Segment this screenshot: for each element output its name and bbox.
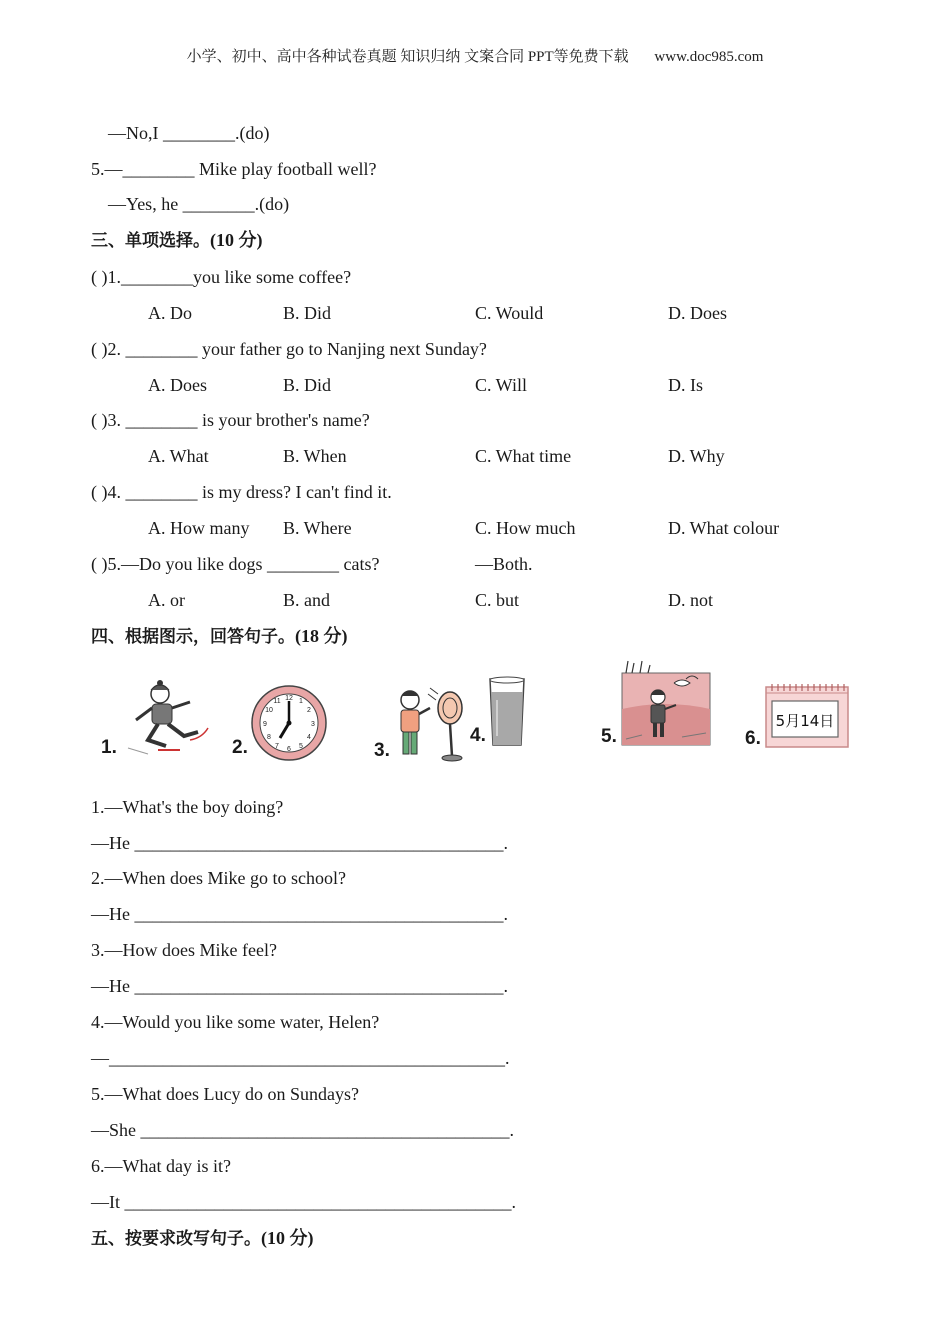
hot-boy-fan-icon <box>392 684 472 764</box>
option-c: C. but <box>475 590 520 610</box>
calendar-date: 5月14日 <box>775 712 835 730</box>
question-line: 5.—What does Lucy do on Sundays? <box>91 1084 359 1104</box>
page-header <box>0 45 950 66</box>
option-c: C. How much <box>475 518 576 538</box>
svg-text:1: 1 <box>299 698 303 705</box>
answer-line: —He _________________________________________. <box>91 976 508 996</box>
question-stem: ( )1.________you like some coffee? <box>91 267 352 287</box>
picture-number: 1. <box>101 737 117 758</box>
question-stem: ( )3. ________ is your brother's name? <box>91 410 370 430</box>
option-b: B. Did <box>283 375 332 395</box>
answer-line: —No,I ________.(do) <box>108 123 270 143</box>
question-stem: ( )5.—Do you like dogs ________ cats? <box>91 554 380 574</box>
option-d: D. Does <box>668 303 727 323</box>
svg-text:9: 9 <box>263 721 267 728</box>
option-a: A. What <box>148 446 209 466</box>
section-points: (10 分) <box>261 1228 314 1248</box>
option-d: D. Why <box>668 446 725 466</box>
question-line: 6.—What day is it? <box>91 1156 231 1176</box>
option-a: A. Do <box>148 303 192 323</box>
answer-line: —He _________________________________________. <box>91 904 508 924</box>
answer-line: —Yes, he ________.(do) <box>108 194 290 214</box>
section-points: (10 分) <box>210 230 263 250</box>
question-line: 2.—When does Mike go to school? <box>91 868 346 888</box>
picture-number: 6. <box>745 728 761 749</box>
option-c: C. What time <box>475 446 572 466</box>
svg-text:6: 6 <box>287 746 291 753</box>
svg-text:8: 8 <box>267 734 271 741</box>
calendar-icon <box>764 683 850 749</box>
option-b: B. Where <box>283 518 352 538</box>
section-points: (18 分) <box>295 626 348 646</box>
picture-number: 3. <box>374 740 390 761</box>
option-b: B. Did <box>283 303 332 323</box>
question-line: 3.—How does Mike feel? <box>91 940 277 960</box>
clock-seven-icon <box>250 684 328 762</box>
picture-number: 5. <box>601 726 617 747</box>
section-title-text: 三、单项选择。 <box>91 231 210 251</box>
girl-in-park-icon <box>620 659 712 747</box>
svg-text:11: 11 <box>273 698 281 705</box>
option-a: A. Does <box>148 375 207 395</box>
question-stem: ( )4. ________ is my dress? I can't find it. <box>91 482 392 502</box>
svg-text:12: 12 <box>285 695 293 702</box>
question-reply: —Both. <box>475 554 533 574</box>
skating-boy-icon <box>118 680 216 760</box>
answer-line: —She _________________________________________. <box>91 1120 514 1140</box>
water-glass-icon <box>487 676 527 748</box>
question-line: 1.—What's the boy doing? <box>91 797 284 817</box>
option-d: D. Is <box>668 375 703 395</box>
svg-text:5: 5 <box>299 743 303 750</box>
header-site: www.doc985.com <box>654 49 764 65</box>
answer-line: —____________________________________________. <box>91 1048 510 1068</box>
svg-text:7: 7 <box>275 743 279 750</box>
option-b: B. When <box>283 446 347 466</box>
section-title-text: 四、根据图示，回答句子。 <box>91 627 295 647</box>
question-stem: ( )2. ________ your father go to Nanjing next Sunday? <box>91 339 487 359</box>
question-line: 5.—________ Mike play football well? <box>91 159 377 179</box>
section-3-title <box>91 229 263 252</box>
answer-line: —He _________________________________________. <box>91 833 508 853</box>
svg-text:4: 4 <box>307 734 311 741</box>
option-c: C. Would <box>475 303 544 323</box>
picture-number: 2. <box>232 737 248 758</box>
option-b: B. and <box>283 590 330 610</box>
option-a: A. or <box>148 590 185 610</box>
option-c: C. Will <box>475 375 527 395</box>
section-5-title <box>91 1227 314 1250</box>
picture-number: 4. <box>470 725 486 746</box>
svg-text:10: 10 <box>265 707 273 714</box>
section-title-text: 五、按要求改写句子。 <box>91 1229 261 1249</box>
option-d: D. What colour <box>668 518 780 538</box>
svg-text:2: 2 <box>307 707 311 714</box>
option-a: A. How many <box>148 518 250 538</box>
answer-line: —It ___________________________________________. <box>91 1192 516 1212</box>
header-text: 小学、初中、高中各种试卷真题 知识归纳 文案合同 PPT等免费下载 <box>186 49 629 65</box>
question-line: 4.—Would you like some water, Helen? <box>91 1012 380 1032</box>
svg-text:3: 3 <box>311 721 315 728</box>
option-d: D. not <box>668 590 713 610</box>
section-4-title <box>91 625 348 648</box>
